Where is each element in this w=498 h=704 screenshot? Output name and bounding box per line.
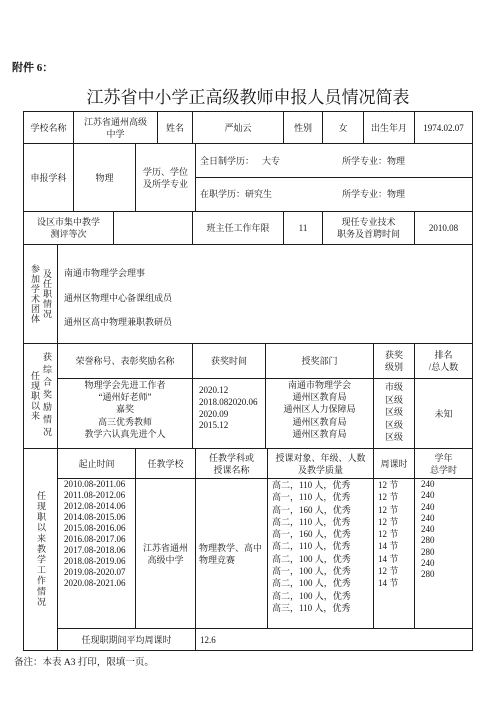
teaching-annual-hour: 280 — [421, 569, 435, 579]
teaching-col-course — [209, 452, 254, 476]
inservice-education — [200, 188, 272, 200]
teaching-period: 2011.08-2012.06 — [64, 490, 126, 500]
school-value-cell — [73, 111, 158, 144]
teaching-school — [143, 542, 188, 566]
awards-rank: 未知 — [434, 408, 453, 419]
award-date: 2020.09 — [199, 408, 229, 419]
evaluation-label-cell — [23, 211, 114, 245]
fulltime-major: 所学专业：物理 — [342, 156, 406, 166]
teaching-header-weekly — [373, 448, 415, 479]
name-value: 严灿云 — [224, 122, 252, 133]
teaching-student-row: 高二，110 人，优秀 — [272, 541, 351, 552]
teaching-col-course-line: 任教学科或 — [208, 452, 254, 463]
teaching-student-row: 高一，100 人，优秀 — [272, 566, 351, 577]
name-label: 姓名 — [165, 122, 184, 133]
awards-departments-cell — [265, 378, 374, 449]
teaching-weekly-hour: 12 节 — [378, 516, 399, 527]
teaching-annual-hour: 240 — [421, 512, 435, 523]
gender-label: 性别 — [293, 122, 312, 133]
teaching-period: 2017.08-2018.06 — [64, 545, 126, 555]
teaching-col-period: 起止时间 — [78, 458, 115, 469]
education-label-line: 及所学专业 — [142, 178, 188, 189]
teaching-col-students — [275, 452, 365, 476]
fulltime-education-cell — [195, 143, 473, 178]
award-name: 物理学会先进工作者 — [84, 380, 166, 390]
headteacher-label-cell — [192, 211, 284, 245]
awards-levels-cell — [373, 378, 415, 449]
subject-value-cell — [73, 143, 136, 212]
teaching-col-total-line: 总学时 — [429, 464, 457, 475]
awards-label-col1: 任现职以来 — [30, 371, 40, 421]
teaching-period: 2010.08-2011.06 — [64, 479, 126, 489]
teaching-weekly-hour: 14 节 — [378, 578, 399, 588]
teaching-col-weekly: 周课时 — [380, 458, 408, 469]
awards-names-cell — [57, 378, 193, 449]
education-label-cell — [135, 143, 196, 212]
teaching-weekly-hours — [378, 479, 398, 589]
teaching-course-line: 物理竞赛 — [199, 554, 236, 565]
birth-label: 出生年月 — [370, 122, 407, 133]
teaching-weekly-cell — [373, 478, 415, 629]
awards-col-dept: 授奖部门 — [301, 356, 338, 366]
award-level: 区级 — [384, 394, 403, 405]
teaching-student-row: 高二，100 人，优秀 — [272, 590, 351, 601]
awards-rank-cell — [414, 378, 473, 449]
award-level: 区级 — [384, 432, 403, 442]
teaching-label-cell — [23, 448, 58, 651]
teaching-students — [272, 479, 351, 614]
awards-header-rank — [414, 343, 473, 379]
award-date: 2015.12 — [199, 420, 229, 431]
average-value: 12.6 — [200, 634, 216, 645]
teaching-weekly-hour: 12 节 — [378, 504, 399, 515]
teaching-period: 2016.08-2017.06 — [64, 534, 126, 544]
award-level: 市级 — [384, 382, 403, 392]
teaching-col-total — [430, 452, 457, 476]
teaching-annual-hour: 280 — [421, 535, 435, 546]
award-name: 教学六认真先进个人 — [84, 428, 166, 439]
teaching-period: 2012.08-2014.06 — [64, 501, 126, 511]
awards-departments — [283, 379, 355, 440]
gender-label-cell — [283, 111, 323, 144]
awards-col-name: 荣誉称号、表彰奖励名称 — [75, 356, 175, 366]
awards-col-level-line: 级别 — [384, 362, 403, 372]
school-label-cell — [23, 111, 74, 144]
teaching-student-row: 高二，100 人，优秀 — [272, 553, 351, 564]
award-department: 通州区教育局 — [292, 428, 347, 439]
inservice-major: 所学专业：物理 — [342, 189, 406, 199]
teaching-col-students-line: 及教学质量 — [297, 464, 343, 475]
academic-label — [29, 264, 52, 324]
title-value-cell — [414, 211, 473, 245]
awards-col-level — [385, 349, 403, 373]
birth-label-cell — [363, 111, 415, 144]
awards-col-level-line: 获奖 — [384, 350, 403, 360]
subject-value: 物理 — [95, 172, 114, 183]
teaching-annual-hour: 240 — [421, 490, 435, 501]
awards-names — [84, 379, 165, 440]
teaching-header-course — [195, 448, 268, 479]
teaching-weekly-hour: 12 节 — [378, 480, 399, 490]
evaluation-label-line: 测评等次 — [50, 229, 87, 239]
title-label-line: 职务及首聘时间 — [336, 229, 400, 239]
inservice-value: 研究生 — [245, 189, 273, 199]
evaluation-label — [37, 216, 100, 240]
teaching-annual-hour: 240 — [421, 557, 435, 568]
academic-content-cell — [57, 244, 473, 344]
award-date: 2020.12 — [199, 385, 229, 395]
title-label-line: 现任专业技术 — [341, 217, 396, 227]
award-department: 通州区人力保障局 — [283, 404, 356, 415]
teaching-annual-hour: 240 — [421, 501, 435, 512]
teaching-course-line: 物理教学、高中 — [199, 542, 263, 553]
teaching-header-students — [267, 448, 374, 479]
teaching-annual-hour: 240 — [421, 479, 435, 489]
teaching-weekly-hour: 14 节 — [378, 553, 399, 564]
education-label — [143, 166, 188, 190]
teaching-school-line: 江苏省通州 — [142, 542, 188, 553]
fulltime-label: 全日制学历： — [200, 156, 255, 166]
award-level: 区级 — [384, 419, 403, 430]
title-label-cell — [322, 211, 415, 245]
awards-col-rank-line: 排名 — [434, 350, 453, 360]
teaching-header-total — [414, 448, 473, 479]
teaching-student-row: 高二，100 人，优秀 — [272, 578, 351, 589]
form-title: 江苏省中小学正高级教师申报人员情况简表 — [86, 88, 410, 107]
birth-value: 1974.02.07 — [423, 122, 464, 133]
awards-header-date — [192, 343, 266, 379]
teaching-periods-cell — [57, 478, 136, 629]
awards-label — [29, 352, 52, 440]
teaching-col-course-line: 授课名称 — [213, 464, 250, 475]
average-label-cell — [57, 628, 196, 651]
headteacher-value: 11 — [298, 223, 308, 233]
school-value-line: 中学 — [106, 128, 125, 139]
academic-item: 通州区高中物理兼职教研员 — [64, 317, 173, 327]
teaching-label: 任现职以来教学工作情况 — [36, 491, 46, 608]
academic-item: 南通市物理学会理事 — [64, 268, 146, 278]
teaching-annual-cell — [414, 478, 473, 629]
teaching-annual-hour: 240 — [421, 524, 435, 534]
attachment-label: 附件 6： — [12, 62, 54, 74]
awards-header-name — [57, 343, 193, 379]
inservice-label: 在职学历： — [200, 189, 246, 199]
teaching-annual-hour: 280 — [421, 546, 435, 557]
teaching-student-row: 高三，110 人，优秀 — [272, 602, 351, 613]
teaching-student-row: 高一，110 人，优秀 — [272, 492, 351, 503]
teaching-periods — [64, 479, 126, 589]
subject-label-cell — [23, 143, 74, 212]
teaching-students-cell — [267, 478, 374, 629]
evaluation-value-cell — [113, 211, 193, 245]
evaluation-label-line: 设区市集中教学 — [36, 217, 100, 227]
academic-label-col1: 参加学术团体 — [30, 264, 40, 324]
awards-header-dept — [265, 343, 374, 379]
average-label: 任现职期间平均周课时 — [81, 634, 172, 645]
footer-note: 备注：本表 A3 打印，限填一页。 — [14, 658, 154, 668]
teaching-period: 2015.08-2016.06 — [64, 523, 126, 533]
subject-label: 申报学科 — [30, 172, 67, 183]
teaching-course — [199, 542, 262, 566]
awards-col-rank-line: /总人数 — [428, 362, 459, 372]
teaching-student-row: 高二，110 人，优秀 — [272, 480, 351, 490]
teaching-col-school: 任教学校 — [147, 458, 184, 469]
awards-header-level — [373, 343, 415, 379]
award-level: 区级 — [384, 407, 403, 417]
title-label — [337, 216, 400, 240]
average-value-cell — [195, 628, 473, 651]
education-label-line: 学历、学位 — [142, 166, 188, 177]
teaching-student-row: 高二，110 人，优秀 — [272, 516, 351, 527]
teaching-col-total-line: 学年 — [434, 452, 453, 463]
inservice-education-cell — [195, 177, 473, 212]
name-label-cell — [157, 111, 193, 144]
teaching-header-school — [135, 448, 196, 479]
teaching-student-row: 高一，160 人，优秀 — [272, 529, 351, 540]
award-name: 嘉奖 — [115, 404, 134, 415]
name-value-cell — [192, 111, 284, 144]
fulltime-value: 大专 — [262, 156, 281, 166]
awards-label-cell — [23, 343, 58, 449]
headteacher-label: 班主任工作年限 — [206, 223, 270, 233]
teaching-school-cell — [135, 478, 196, 629]
awards-col-rank — [429, 349, 459, 373]
award-name: 高三优秀教师 — [97, 416, 152, 427]
academic-label-cell — [23, 244, 58, 344]
headteacher-value-cell — [283, 211, 323, 245]
teaching-weekly-hour: 12 节 — [378, 492, 399, 503]
teaching-col-students-line: 授课对象、年级、人数 — [275, 452, 366, 463]
awards-dates — [199, 385, 258, 432]
awards-label-col2: 获综合奖励情况 — [42, 352, 52, 440]
title-value: 2010.08 — [428, 223, 459, 233]
awards-levels — [385, 381, 403, 444]
teaching-annual-hours — [421, 479, 435, 580]
teaching-period: 2018.08-2019.06 — [64, 556, 126, 566]
academic-items — [64, 261, 172, 335]
school-value — [84, 116, 147, 140]
teaching-period: 2019.08-2020.07 — [64, 567, 126, 577]
school-value-line: 江苏省通州高级 — [83, 116, 147, 127]
award-name: “通州好老师” — [98, 392, 152, 403]
academic-label-col2: 及任职情况 — [42, 269, 52, 319]
teaching-school-line: 高级中学 — [147, 554, 184, 565]
gender-value-cell — [322, 111, 364, 144]
teaching-weekly-hour: 12 节 — [378, 529, 399, 539]
teaching-period: 2014.08-2015.06 — [64, 512, 126, 522]
school-label: 学校名称 — [30, 122, 67, 133]
teaching-student-row: 高一，160 人，优秀 — [272, 504, 351, 515]
awards-col-date: 获奖时间 — [210, 356, 247, 366]
awards-dates-cell — [192, 378, 266, 449]
award-department: 通州区教育局 — [292, 392, 347, 403]
teaching-period: 2020.08-2021.06 — [64, 578, 126, 588]
teaching-course-cell — [195, 478, 268, 629]
academic-item: 通州区物理中心备课组成员 — [64, 292, 173, 303]
teaching-weekly-hour: 14 节 — [378, 541, 399, 552]
award-department: 通州区教育局 — [292, 416, 347, 427]
teaching-weekly-hour: 12 节 — [378, 565, 399, 576]
award-department: 南通市物理学会 — [287, 380, 351, 390]
teaching-header-period — [57, 448, 136, 479]
birth-value-cell — [414, 111, 473, 144]
gender-value: 女 — [338, 122, 348, 133]
award-date: 2018.082020.06 — [199, 396, 258, 407]
